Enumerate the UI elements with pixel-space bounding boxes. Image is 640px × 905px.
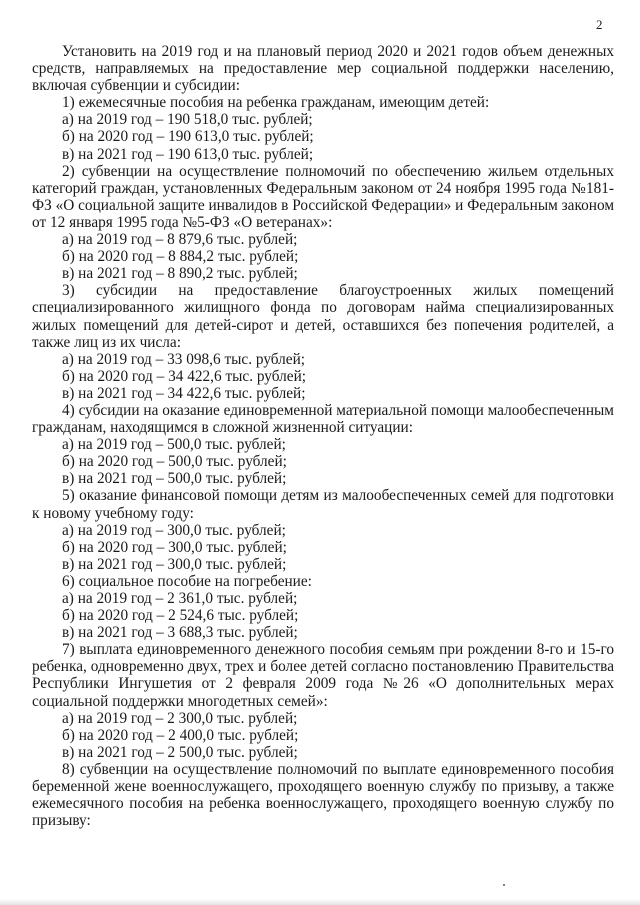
- section-1-item-c: в) на 2021 год – 190 613,0 тыс. рублей;: [62, 145, 314, 163]
- section-5-item-c: в) на 2021 год – 300,0 тыс. рублей;: [62, 555, 287, 573]
- section-1-item-a: а) на 2019 год – 190 518,0 тыс. рублей;: [62, 111, 313, 129]
- section-2-item-b: б) на 2020 год – 8 884,2 тыс. рублей;: [62, 248, 299, 266]
- section-3-heading: 3) субсидии на предоставление благоустроенных жилых помещений специализированного жилищного фонда по договорам найма специализированных жилых помещений для детей-сирот и детей, оставшихся без попечения родителей, а также лиц из их числа:: [32, 282, 614, 351]
- section-8-heading: 8) субвенции на осуществление полномочий по выплате единовременного пособия беременной жене военнослужащего, проходящего военную службу по призыву, а также ежемесячного пособия на ребенка военнослужащего, проходящего военную службу по призыву:: [32, 760, 614, 830]
- document-body: [32, 43, 614, 829]
- section-6-item-a: а) на 2019 год – 2 361,0 тыс. рублей;: [62, 590, 298, 607]
- section-3-item-b: б) на 2020 год – 34 422,6 тыс. рублей;: [62, 367, 307, 385]
- section-4-item-c: в) на 2021 год – 500,0 тыс. рублей;: [62, 470, 287, 488]
- section-6-heading: 6) социальное пособие на погребение:: [62, 572, 312, 590]
- section-5-heading: 5) оказание финансовой помощи детям из малообеспеченных семей для подготовки к новому учебному году:: [32, 487, 614, 522]
- section-4-item-b: б) на 2020 год – 500,0 тыс. рублей;: [62, 453, 287, 471]
- section-5-item-a: а) на 2019 год – 300,0 тыс. рублей;: [62, 521, 286, 539]
- section-3-item-c: в) на 2021 год – 34 422,6 тыс. рублей;: [62, 384, 306, 402]
- scan-speck: [503, 884, 505, 886]
- section-7-item-b: б) на 2020 год – 2 400,0 тыс. рублей;: [62, 726, 299, 744]
- section-1-item-b: б) на 2020 год – 190 613,0 тыс. рублей;: [62, 128, 314, 146]
- section-2-item-c: в) на 2021 год – 8 890,2 тыс. рублей;: [62, 265, 298, 283]
- section-5-item-b: б) на 2020 год – 300,0 тыс. рублей;: [62, 538, 287, 556]
- intro-paragraph: Установить на 2019 год и на плановый период 2020 и 2021 годов объем денежных средств, направляемых на предоставление мер социальной поддержки населению, включая субвенции и субсидии:: [32, 43, 614, 95]
- scan-bottom-edge: [0, 899, 640, 905]
- section-2-item-a: а) на 2019 год – 8 879,6 тыс. рублей;: [62, 231, 298, 249]
- section-6-item-b: б) на 2020 год – 2 524,6 тыс. рублей;: [62, 607, 299, 625]
- section-7-heading: 7) выплата единовременного денежного пособия семьям при рождении 8-го и 15-го ребенка, одновременно двух, трех и более детей согласно постановлению Правительства Республики Ингушетия от 2 февраля 2009 года №26 «О дополнительных мерах социальной поддержки многодетных семей»:: [32, 641, 614, 710]
- section-7-item-c: в) на 2021 год – 2 500,0 тыс. рублей;: [62, 743, 298, 761]
- section-4-item-a: а) на 2019 год – 500,0 тыс. рублей;: [62, 436, 286, 454]
- section-6-item-c: в) на 2021 год – 3 688,3 тыс. рублей;: [62, 624, 298, 642]
- section-7-item-a: а) на 2019 год – 2 300,0 тыс. рублей;: [62, 709, 298, 727]
- page-number: 2: [596, 17, 603, 32]
- section-4-heading: 4) субсидии на оказание единовременной материальной помощи малообеспеченным гражданам, находящимся в сложной жизненной ситуации:: [32, 401, 614, 437]
- section-1-heading: 1) ежемесячные пособия на ребенка гражданам, имеющим детей:: [62, 94, 490, 112]
- section-2-heading: 2) субвенции на осуществление полномочий по обеспечению жильем отдельных категорий граждан, установленных Федеральным законом от 24 ноября 1995 года №181-ФЗ «О социальной защите инвалидов в Российской Федерации» и Федеральным законом от 12 января 1995 года №5-ФЗ «О ветеранах»:: [32, 162, 614, 231]
- section-3-item-a: а) на 2019 год – 33 098,6 тыс. рублей;: [62, 350, 306, 368]
